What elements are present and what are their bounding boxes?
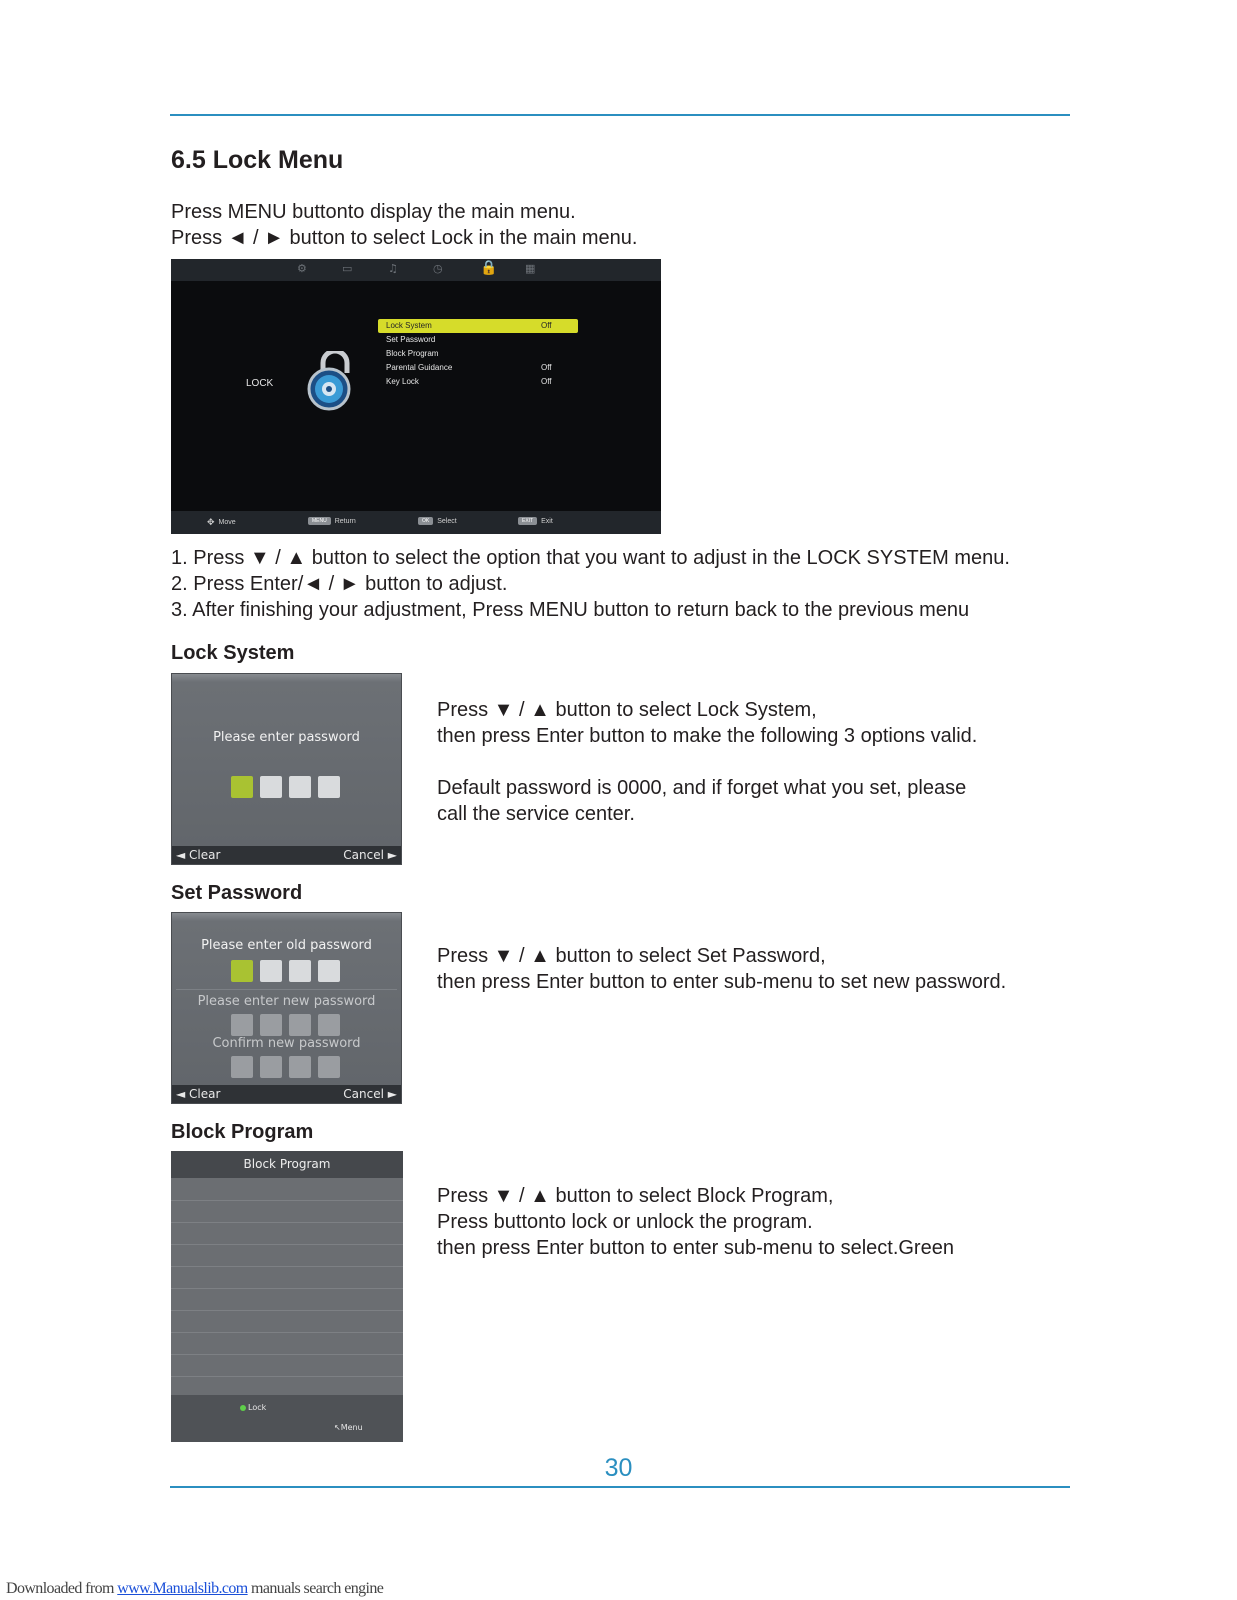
- list-row-divider: [171, 1376, 403, 1377]
- lock-system-text-1: Press ▼ / ▲ button to select Lock System,: [437, 699, 817, 721]
- confirm-password-prompt: Confirm new password: [212, 1036, 361, 1051]
- lock-system-heading: Lock System: [171, 642, 295, 664]
- manualslib-link[interactable]: www.Manualslib.com: [117, 1580, 248, 1597]
- list-row-divider: [171, 1354, 403, 1355]
- hint-exit: EXIT Exit: [518, 517, 553, 525]
- hint-move: ✥ Move: [207, 517, 236, 527]
- intro-line-1: Press MENU buttonto display the main menu.: [171, 201, 576, 223]
- new-digit-1[interactable]: [231, 1014, 253, 1036]
- block-program-text-2: Press buttonto lock or unlock the program.: [437, 1211, 813, 1233]
- gear-icon: ⚙: [297, 262, 307, 275]
- set-password-heading: Set Password: [171, 882, 303, 904]
- set-password-dialog: [171, 912, 402, 1104]
- password-digit-2[interactable]: [260, 776, 282, 798]
- cancel-button[interactable]: Cancel ►: [343, 1087, 397, 1101]
- tv-option-key-lock[interactable]: Key Lock Off: [386, 377, 552, 386]
- confirm-password-boxes: [231, 1056, 340, 1078]
- set-password-text-1: Press ▼ / ▲ button to select Set Password,: [437, 945, 826, 967]
- password-boxes: [231, 776, 340, 798]
- list-row-divider: [171, 1200, 403, 1201]
- list-row-divider: [171, 1332, 403, 1333]
- clear-button[interactable]: ◄ Clear: [176, 848, 221, 862]
- divider: [176, 989, 397, 990]
- password-digit-3[interactable]: [289, 776, 311, 798]
- grid-icon: ▦: [525, 262, 536, 275]
- step-2: 2. Press Enter/◄ / ► button to adjust.: [171, 573, 508, 595]
- tv-menu-tab-bar: [171, 259, 661, 281]
- block-program-text-1: Press ▼ / ▲ button to select Block Program,: [437, 1185, 834, 1207]
- tv-option-block-program[interactable]: Block Program: [386, 349, 439, 358]
- block-program-footer: [171, 1395, 403, 1442]
- block-program-dialog: [171, 1151, 403, 1442]
- lock-hint[interactable]: Lock: [240, 1403, 266, 1412]
- step-1: 1. Press ▼ / ▲ button to select the option that you want to adjust in the LOCK SYSTEM menu.: [171, 547, 1010, 569]
- section-title: 6.5 Lock Menu: [171, 146, 344, 174]
- green-dot-icon: [240, 1405, 246, 1411]
- cancel-button[interactable]: Cancel ►: [343, 848, 397, 862]
- music-icon: ♫: [388, 262, 398, 275]
- password-prompt: Please enter password: [213, 730, 360, 745]
- clear-button[interactable]: ◄ Clear: [176, 1087, 221, 1101]
- list-row-divider: [171, 1310, 403, 1311]
- new-digit-3[interactable]: [289, 1014, 311, 1036]
- return-arrow-icon: ↖: [334, 1423, 341, 1432]
- padlock-icon: 🔒: [480, 260, 498, 276]
- old-digit-2[interactable]: [260, 960, 282, 982]
- old-password-prompt: Please enter old password: [201, 938, 372, 953]
- tv-hint-bar: [171, 511, 661, 534]
- list-row-divider: [171, 1266, 403, 1267]
- list-row-divider: [171, 1244, 403, 1245]
- tv-lock-menu-screenshot: [171, 259, 661, 534]
- block-program-title: Block Program: [171, 1151, 403, 1178]
- menu-hint[interactable]: ↖Menu: [334, 1423, 363, 1432]
- list-row-divider: [171, 1288, 403, 1289]
- page-number: 30: [604, 1454, 633, 1482]
- list-row-divider: [171, 1222, 403, 1223]
- confirm-digit-3[interactable]: [289, 1056, 311, 1078]
- download-footer: Downloaded from www.Manualslib.com manuals search engine: [6, 1580, 384, 1597]
- lock-system-text-4: call the service center.: [437, 803, 635, 825]
- dialog-footer: [172, 1085, 401, 1103]
- lock-system-text-2: then press Enter button to make the following 3 options valid.: [437, 725, 978, 747]
- move-arrows-icon: ✥: [207, 517, 215, 527]
- intro-line-2: Press ◄ / ► button to select Lock in the main menu.: [171, 227, 638, 249]
- new-digit-2[interactable]: [260, 1014, 282, 1036]
- lock-system-text-3: Default password is 0000, and if forget what you set, please: [437, 777, 967, 799]
- tv-option-set-password[interactable]: Set Password: [386, 335, 436, 344]
- confirm-digit-4[interactable]: [318, 1056, 340, 1078]
- old-digit-4[interactable]: [318, 960, 340, 982]
- old-password-boxes: [231, 960, 340, 982]
- block-program-heading: Block Program: [171, 1121, 314, 1143]
- monitor-icon: ▭: [342, 262, 353, 275]
- bottom-rule: [170, 1486, 1070, 1488]
- hint-return: MENU Return: [308, 517, 356, 525]
- clock-icon: ◷: [433, 262, 443, 275]
- dialog-footer: [172, 846, 401, 864]
- confirm-digit-1[interactable]: [231, 1056, 253, 1078]
- hint-select: OK Select: [418, 517, 457, 525]
- tv-option-parental-guidance[interactable]: Parental Guidance Off: [386, 363, 552, 372]
- tv-lock-label: LOCK: [246, 378, 274, 389]
- block-program-text-3: then press Enter button to enter sub-menu to select.Green: [437, 1237, 954, 1259]
- old-digit-3[interactable]: [289, 960, 311, 982]
- set-password-text-2: then press Enter button to enter sub-menu to set new password.: [437, 971, 1007, 993]
- old-digit-1[interactable]: [231, 960, 253, 982]
- new-password-boxes: [231, 1014, 340, 1036]
- tv-lock-options: [378, 319, 578, 389]
- step-3: 3. After finishing your adjustment, Press MENU button to return back to the previous menu: [171, 599, 970, 621]
- tv-option-lock-system[interactable]: Lock System Off: [378, 319, 578, 333]
- padlock-graphic: [307, 351, 359, 411]
- password-digit-4[interactable]: [318, 776, 340, 798]
- lock-system-dialog: [171, 673, 402, 865]
- new-digit-4[interactable]: [318, 1014, 340, 1036]
- new-password-prompt: Please enter new password: [197, 994, 376, 1009]
- password-digit-1[interactable]: [231, 776, 253, 798]
- confirm-digit-2[interactable]: [260, 1056, 282, 1078]
- top-rule: [170, 114, 1070, 116]
